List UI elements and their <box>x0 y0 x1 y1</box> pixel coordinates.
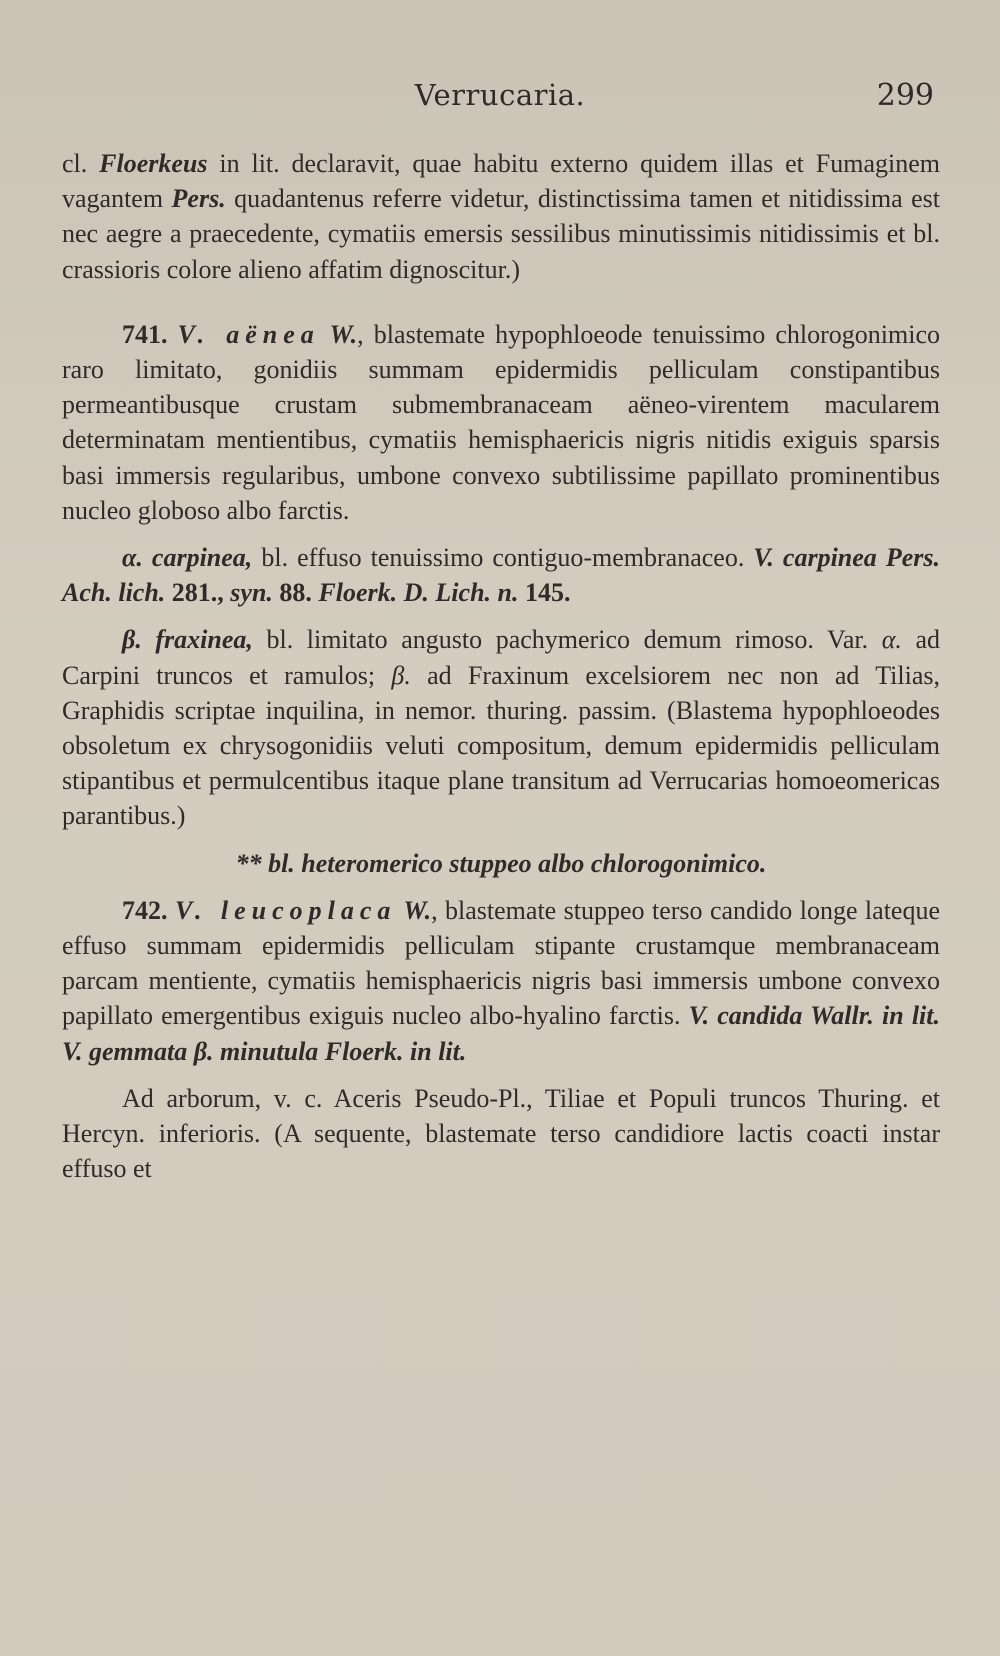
species-name: V. aënea <box>177 319 320 349</box>
variety-beta: β. fraxinea, bl. limitato angusto pachymerico demum rimoso. Var. α. ad Carpini truncos et ramulos; β. ad Fraxinum excelsiorem nec non ad Tilias, Graphidis scriptae inquilina, in nemor. thuring. passim. (Blastema hypophloeodes obsoletum ex chrysogonidiis veluti compositum, demum epidermidis pelliculam stipantibus et permulcentibus itaque plane transitum ad Verrucarias homoeomericas parantibus.) <box>62 625 941 831</box>
habitat-paragraph: Ad arborum, v. c. Aceris Pseudo-Pl., Tiliae et Populi truncos Thuring. et Hercyn. inferioris. (A sequente, blastemate terso candidiore lactis coacti instar effuso et <box>62 1083 940 1184</box>
species-entry-741: 741. V. aënea W., blastemate hypophloeode tenuissimo chlorogonimico raro limitato, gonidiis summam epidermidis pelliculam constipantibus permeantibusque crustam submembranaceam aëneo-virentem macularem determinatam mentientibus, cymatiis hemisphaericis nigris nitidis exiguis sparsis basi immersis regularibus, umbone convexo subtilissime papillato prominentibus nucleo globoso albo farctis. <box>62 319 941 525</box>
variety-alpha: α. carpinea, bl. effuso tenuissimo contiguo-membranaceo. V. carpinea Pers. Ach. lich. 281., syn. 88. Floerk. D. Lich. n. 145. <box>62 543 941 608</box>
page-number: 299 <box>876 78 934 113</box>
paragraph-continuation: cl. Floerkeus in lit. declaravit, quae habitu externo quidem illas et Fumaginem vagantem Pers. quadantenus referre videtur, distinctissima tamen et nitidissima est nec aegre a praecedente, cymatiis emersis sessilibus minutissimis nitidissimis et bl. crassioris colore alieno affatim dignoscitur.) <box>62 149 940 284</box>
species-name: V. leucoplaca <box>174 895 397 925</box>
entry-number: 742. <box>122 895 175 925</box>
section-heading: ** bl. heteromerico stuppeo albo chlorogonimico. <box>235 848 767 878</box>
running-title: Verrucaria. <box>414 78 586 112</box>
entry-number: 741. <box>122 319 178 349</box>
species-entry-742: 742. V. leucoplaca W., blastemate stuppeo terso candido longe lateque effuso summam epidermidis pelliculam stipante crustamque membranaceam parcam mentiente, cymatiis hemisphaericis nigris basi immersis umbone convexo papillato emergentibus exiguis nucleo albo-hyalino farctis. V. candida Wallr. in lit. V. gemmata β. minutula Floerk. in lit. <box>62 895 941 1066</box>
page-header <box>60 78 940 118</box>
page-body <box>62 146 940 1186</box>
